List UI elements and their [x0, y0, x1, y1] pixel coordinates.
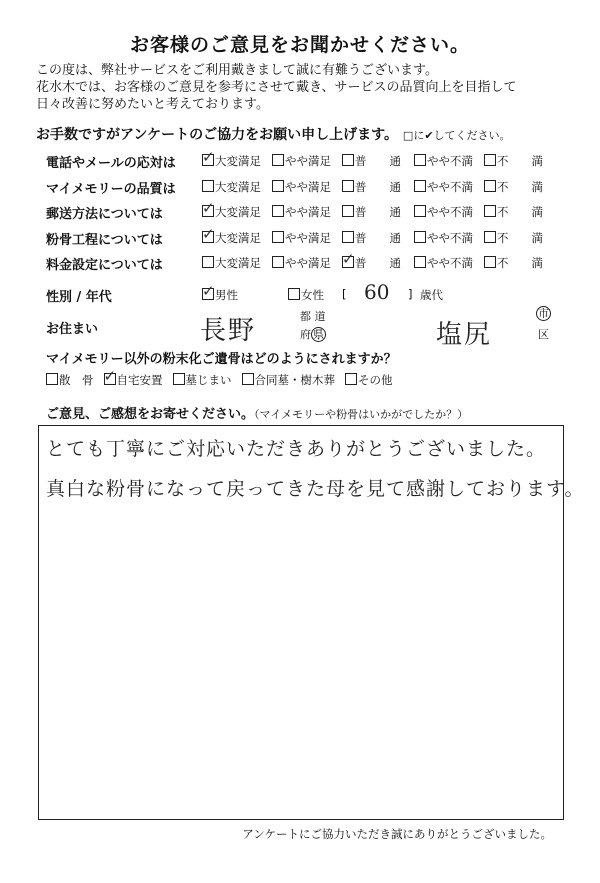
rating-checkbox[interactable]: [202, 224, 215, 243]
prefecture-handwritten: 長野: [200, 316, 257, 346]
rating-option-label: 大変満足: [215, 205, 261, 219]
form-title: お客様のご意見をお聞かせください。: [129, 34, 470, 56]
rating-option-label: やや不満: [427, 154, 473, 168]
intro-line: 日々改善に努めたいと考えております。: [36, 97, 269, 112]
rating-option-label: 普 通: [355, 205, 401, 219]
rating-option[interactable]: [342, 204, 401, 220]
rating-label: 郵送方法については: [46, 207, 163, 222]
rating-option[interactable]: [202, 224, 261, 246]
to-do-label: 都 道: [300, 310, 326, 323]
opinion-heading: [46, 403, 468, 422]
gender-male-option[interactable]: [202, 282, 238, 303]
powder-option[interactable]: [173, 372, 232, 388]
powder-option-label: その他: [358, 373, 393, 387]
gender-male-checkbox[interactable]: [202, 282, 215, 300]
rating-checkbox[interactable]: [484, 256, 496, 268]
rating-option[interactable]: [414, 153, 473, 169]
gender-age-row: [36, 280, 576, 306]
rating-label: 電話やメールの応対は: [46, 156, 176, 171]
rating-option-label: 大変満足: [215, 179, 261, 194]
rating-option-label: 大変満足: [215, 154, 261, 168]
gender-female-label: 女性: [301, 288, 324, 302]
rating-checkbox[interactable]: [484, 205, 496, 217]
rating-option[interactable]: [484, 204, 543, 220]
rating-label: 料金設定については: [46, 258, 163, 273]
rating-option[interactable]: [202, 199, 261, 220]
rating-row: [36, 150, 576, 172]
gender-age-label: 性別 / 年代: [46, 290, 112, 305]
rating-row: [36, 252, 576, 274]
rating-option-label: 不 満: [497, 205, 543, 219]
rating-label: マイメモリーの品質は: [46, 181, 176, 197]
rating-checkbox[interactable]: [342, 250, 355, 268]
shi-circled: [536, 305, 551, 321]
rating-option-label: やや満足: [285, 205, 331, 219]
rating-checkbox[interactable]: [342, 180, 354, 192]
rating-option-label: 不 満: [497, 230, 543, 245]
rating-checkbox[interactable]: [342, 205, 354, 217]
powder-option-label: 自宅安置: [116, 373, 163, 387]
age-field[interactable]: [342, 280, 443, 304]
rating-option[interactable]: [484, 153, 543, 169]
checkmark-icon: ✓: [202, 148, 215, 166]
city-handwritten: 塩尻: [436, 320, 493, 350]
rating-option-label: やや満足: [285, 230, 331, 245]
age-value: 60: [364, 280, 390, 304]
gender-female-option[interactable]: [288, 287, 324, 303]
powder-option[interactable]: [345, 372, 393, 388]
rating-option-label: 大変満足: [215, 230, 261, 245]
rating-row: [36, 224, 576, 249]
rating-option[interactable]: [272, 204, 331, 220]
rating-option[interactable]: [342, 250, 401, 271]
powder-option[interactable]: [103, 367, 163, 388]
rating-option[interactable]: [342, 230, 401, 246]
rating-option[interactable]: [414, 255, 473, 271]
powder-option-label: 墓じまい: [185, 373, 232, 387]
powder-option[interactable]: [242, 372, 336, 388]
rating-option[interactable]: [202, 148, 261, 169]
rating-option[interactable]: [484, 255, 543, 271]
rating-option[interactable]: [342, 179, 401, 195]
checkmark-icon: ✓: [103, 367, 117, 385]
rating-option[interactable]: [484, 230, 543, 246]
rating-option[interactable]: [342, 153, 401, 169]
rating-checkbox[interactable]: [202, 256, 214, 268]
age-suffix: 歳代: [420, 288, 443, 302]
intro-text: [36, 62, 576, 113]
age-bracket-close: ]: [408, 287, 413, 301]
shi-label: 市: [538, 307, 549, 320]
rating-option-label: 不 満: [497, 154, 543, 168]
checkmark-icon: ✓: [202, 199, 215, 217]
rating-option-label: 不 満: [497, 179, 543, 194]
rating-option[interactable]: [272, 230, 331, 246]
rating-option-label: やや不満: [427, 179, 473, 194]
opinion-note: （マイメモリーや粉骨はいかがでしたか？）: [254, 408, 469, 421]
checkmark-icon: ✓: [342, 250, 355, 268]
powder-option[interactable]: [46, 372, 94, 388]
comment-line: 真白な粉骨になって戻ってきた母を見て感謝しております。: [46, 478, 585, 500]
rating-checkbox[interactable]: [414, 205, 426, 217]
rating-option-label: やや満足: [285, 179, 331, 194]
rating-option-label: やや不満: [427, 230, 473, 245]
age-bracket-open: [: [342, 287, 347, 301]
rating-row: [36, 201, 576, 223]
rating-option[interactable]: [414, 179, 473, 195]
rating-checkbox[interactable]: [202, 148, 215, 166]
powder-checkbox[interactable]: [46, 373, 58, 385]
rating-checkbox[interactable]: [272, 205, 284, 217]
rating-row: [36, 176, 576, 198]
powder-checkbox[interactable]: [345, 373, 357, 385]
rating-checkbox[interactable]: [484, 154, 496, 166]
rating-checkbox[interactable]: [414, 256, 426, 268]
rating-option[interactable]: [202, 255, 261, 271]
opinion-title: ご意見、ご感想をお寄せください。: [46, 407, 255, 422]
gender-female-checkbox[interactable]: [288, 288, 300, 300]
rating-option-label: 普 通: [355, 256, 401, 270]
rating-option-label: やや不満: [427, 256, 473, 270]
fu-ken-label: [300, 326, 326, 342]
rating-checkbox[interactable]: [484, 231, 496, 243]
checkmark-icon: ✓: [202, 224, 215, 243]
rating-checkbox[interactable]: [272, 256, 284, 268]
rating-checkbox[interactable]: [414, 180, 426, 192]
ken-circled: 県: [313, 328, 324, 341]
powder-options: [46, 367, 403, 388]
ku-label: 区: [538, 328, 549, 341]
powder-option-label: 合同墓・樹木葬: [254, 373, 335, 387]
fu-label: 府: [300, 328, 311, 341]
rating-checkbox[interactable]: [272, 231, 284, 243]
rating-option[interactable]: [272, 153, 331, 169]
rating-checkbox[interactable]: [484, 180, 496, 192]
rating-option-label: やや満足: [285, 154, 331, 168]
rating-option[interactable]: [484, 179, 543, 195]
rating-option-label: 普 通: [355, 179, 401, 194]
checkmark-icon: ✓: [202, 282, 215, 300]
intro-line: この度は、弊社サービスをご利用戴きまして誠に有難うございます。: [36, 63, 438, 78]
powder-checkbox[interactable]: [242, 373, 254, 385]
rating-option-label: 大変満足: [215, 256, 261, 270]
rating-option[interactable]: [414, 230, 473, 246]
rating-checkbox[interactable]: [342, 231, 354, 243]
footer-thanks: アンケートにご協力いただき誠にありがとうございました。: [242, 827, 552, 841]
request-note: □に✔してください。: [402, 129, 511, 142]
rating-checkbox[interactable]: [202, 199, 215, 217]
request-text: お手数ですがアンケートのご協力をお願い申し上げます。: [36, 127, 399, 143]
rating-label: 粉骨工程については: [46, 232, 163, 248]
powder-question: マイメモリー以外の粉末化ご遺骨はどのようにされますか？: [46, 352, 397, 367]
rating-option-label: やや不満: [427, 205, 473, 219]
rating-option[interactable]: [202, 179, 261, 195]
gender-male-label: 男性: [215, 288, 238, 302]
intro-line: 花水木では、お客様のご意見を参考にさせて戴き、サービスの品質向上を目指して: [36, 80, 517, 95]
rating-option-label: 不 満: [497, 256, 543, 270]
rating-option[interactable]: [272, 179, 331, 195]
rating-option-label: 普 通: [355, 154, 401, 168]
rating-option[interactable]: [414, 204, 473, 220]
comment-line: とても丁寧にご対応いただきありがとうございました。: [46, 438, 547, 460]
rating-option-label: やや満足: [285, 256, 331, 270]
rating-checkbox[interactable]: [414, 231, 426, 243]
rating-checkbox[interactable]: [414, 154, 426, 166]
powder-checkbox[interactable]: [103, 367, 117, 385]
powder-checkbox[interactable]: [173, 373, 185, 385]
request-line: [36, 124, 511, 144]
rating-option-label: 普 通: [355, 230, 401, 245]
rating-checkbox[interactable]: [202, 180, 214, 192]
rating-checkbox[interactable]: [342, 154, 354, 166]
powder-option-label: 散 骨: [59, 373, 94, 387]
address-label: お住まい: [46, 322, 99, 337]
rating-option[interactable]: [272, 255, 331, 271]
rating-checkbox[interactable]: [272, 180, 284, 192]
rating-checkbox[interactable]: [272, 154, 284, 166]
